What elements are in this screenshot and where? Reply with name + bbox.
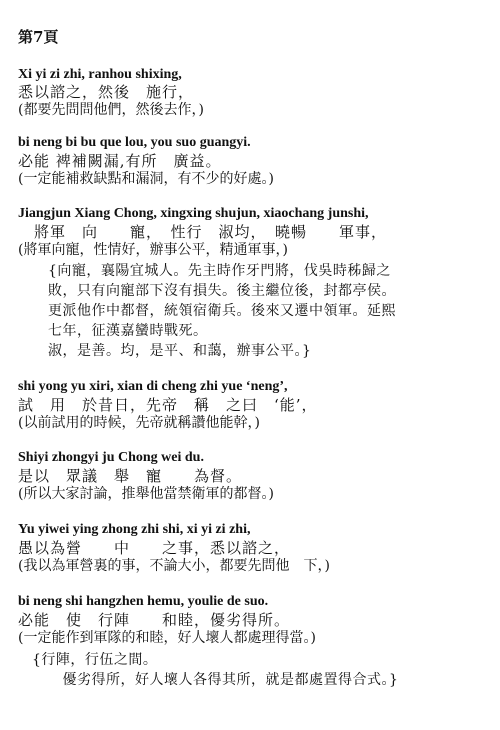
pinyin-line: Jiangjun Xiang Chong, xingxing shujun, xiaochang junshi, <box>18 206 369 221</box>
hanzi-line: 必能 使 行陣 和睦，優劣得所。 <box>18 611 291 629</box>
hanzi-line: 愚以為營 中 之事，悉以諮之， <box>18 539 291 557</box>
translation-line: (所以大家討論，推舉他當禁衛軍的都督。) <box>18 486 274 502</box>
pinyin-line: Yu yiwei ying zhong zhi shi, xi yi zi zhi, <box>18 522 251 537</box>
note-line: 優劣得所，好人壞人各得其所，就是都處置得合式。} <box>48 672 399 688</box>
note-line: 七年，征漢嘉蠻時戰死。 <box>48 323 208 339</box>
pinyin-line: Xi yi zi zhi, ranhou shixing, <box>18 67 182 82</box>
hanzi-line: 將軍 向 寵， 性行 淑均， 曉暢 軍事， <box>18 223 388 241</box>
pinyin-line: shi yong yu xiri, xian di cheng zhi yue ‘neng’, <box>18 379 288 394</box>
translation-line: (都要先問問他們，然後去作，) <box>18 102 204 118</box>
hanzi-line: 必能 裨補闕漏,有所 廣益。 <box>18 152 222 170</box>
translation-line: (以前試用的時候，先帝就稱讚他能幹，) <box>18 415 260 431</box>
translation-line: (一定能作到軍隊的和睦，好人壞人都處理得當。) <box>18 630 316 646</box>
translation-line: (將軍向寵，性情好，辦事公平，精通軍事，) <box>18 242 288 258</box>
pinyin-line: bi neng shi hangzhen hemu, youlie de suo. <box>18 594 269 609</box>
hanzi-line: 悉以諮之，然後 施行， <box>18 83 195 101</box>
pinyin-line: bi neng bi bu que lou, you suo guangyi. <box>18 135 251 150</box>
translation-line: (我以為軍營裏的事，不論大小，都要先問他 下，) <box>18 558 330 574</box>
note-line: 淑，是善。均，是平、和藹，辦事公平。} <box>48 343 312 359</box>
note-line: {向寵，襄陽宜城人。先主時作牙門將，伐吳時秭歸之 <box>48 263 391 279</box>
note-line: {行陣，行伍之間。 <box>32 652 158 668</box>
hanzi-line: 試 用 於昔日，先帝 稱 之曰 ‘能’， <box>18 396 318 414</box>
note-line: 更派他作中都督，統領宿衛兵。後來又遷中領軍。延熙 <box>48 303 396 319</box>
note-line: 敗，只有向寵部下沒有損失。後主繼位後，封都亭侯。 <box>48 283 396 299</box>
page-header: 第7頁 <box>18 28 59 46</box>
pinyin-line: Shiyi zhongyi ju Chong wei du. <box>18 450 204 465</box>
translation-line: (一定能補救缺點和漏洞，有不少的好處。) <box>18 171 274 187</box>
hanzi-line: 是以 眾議 舉 寵 為督。 <box>18 467 243 485</box>
